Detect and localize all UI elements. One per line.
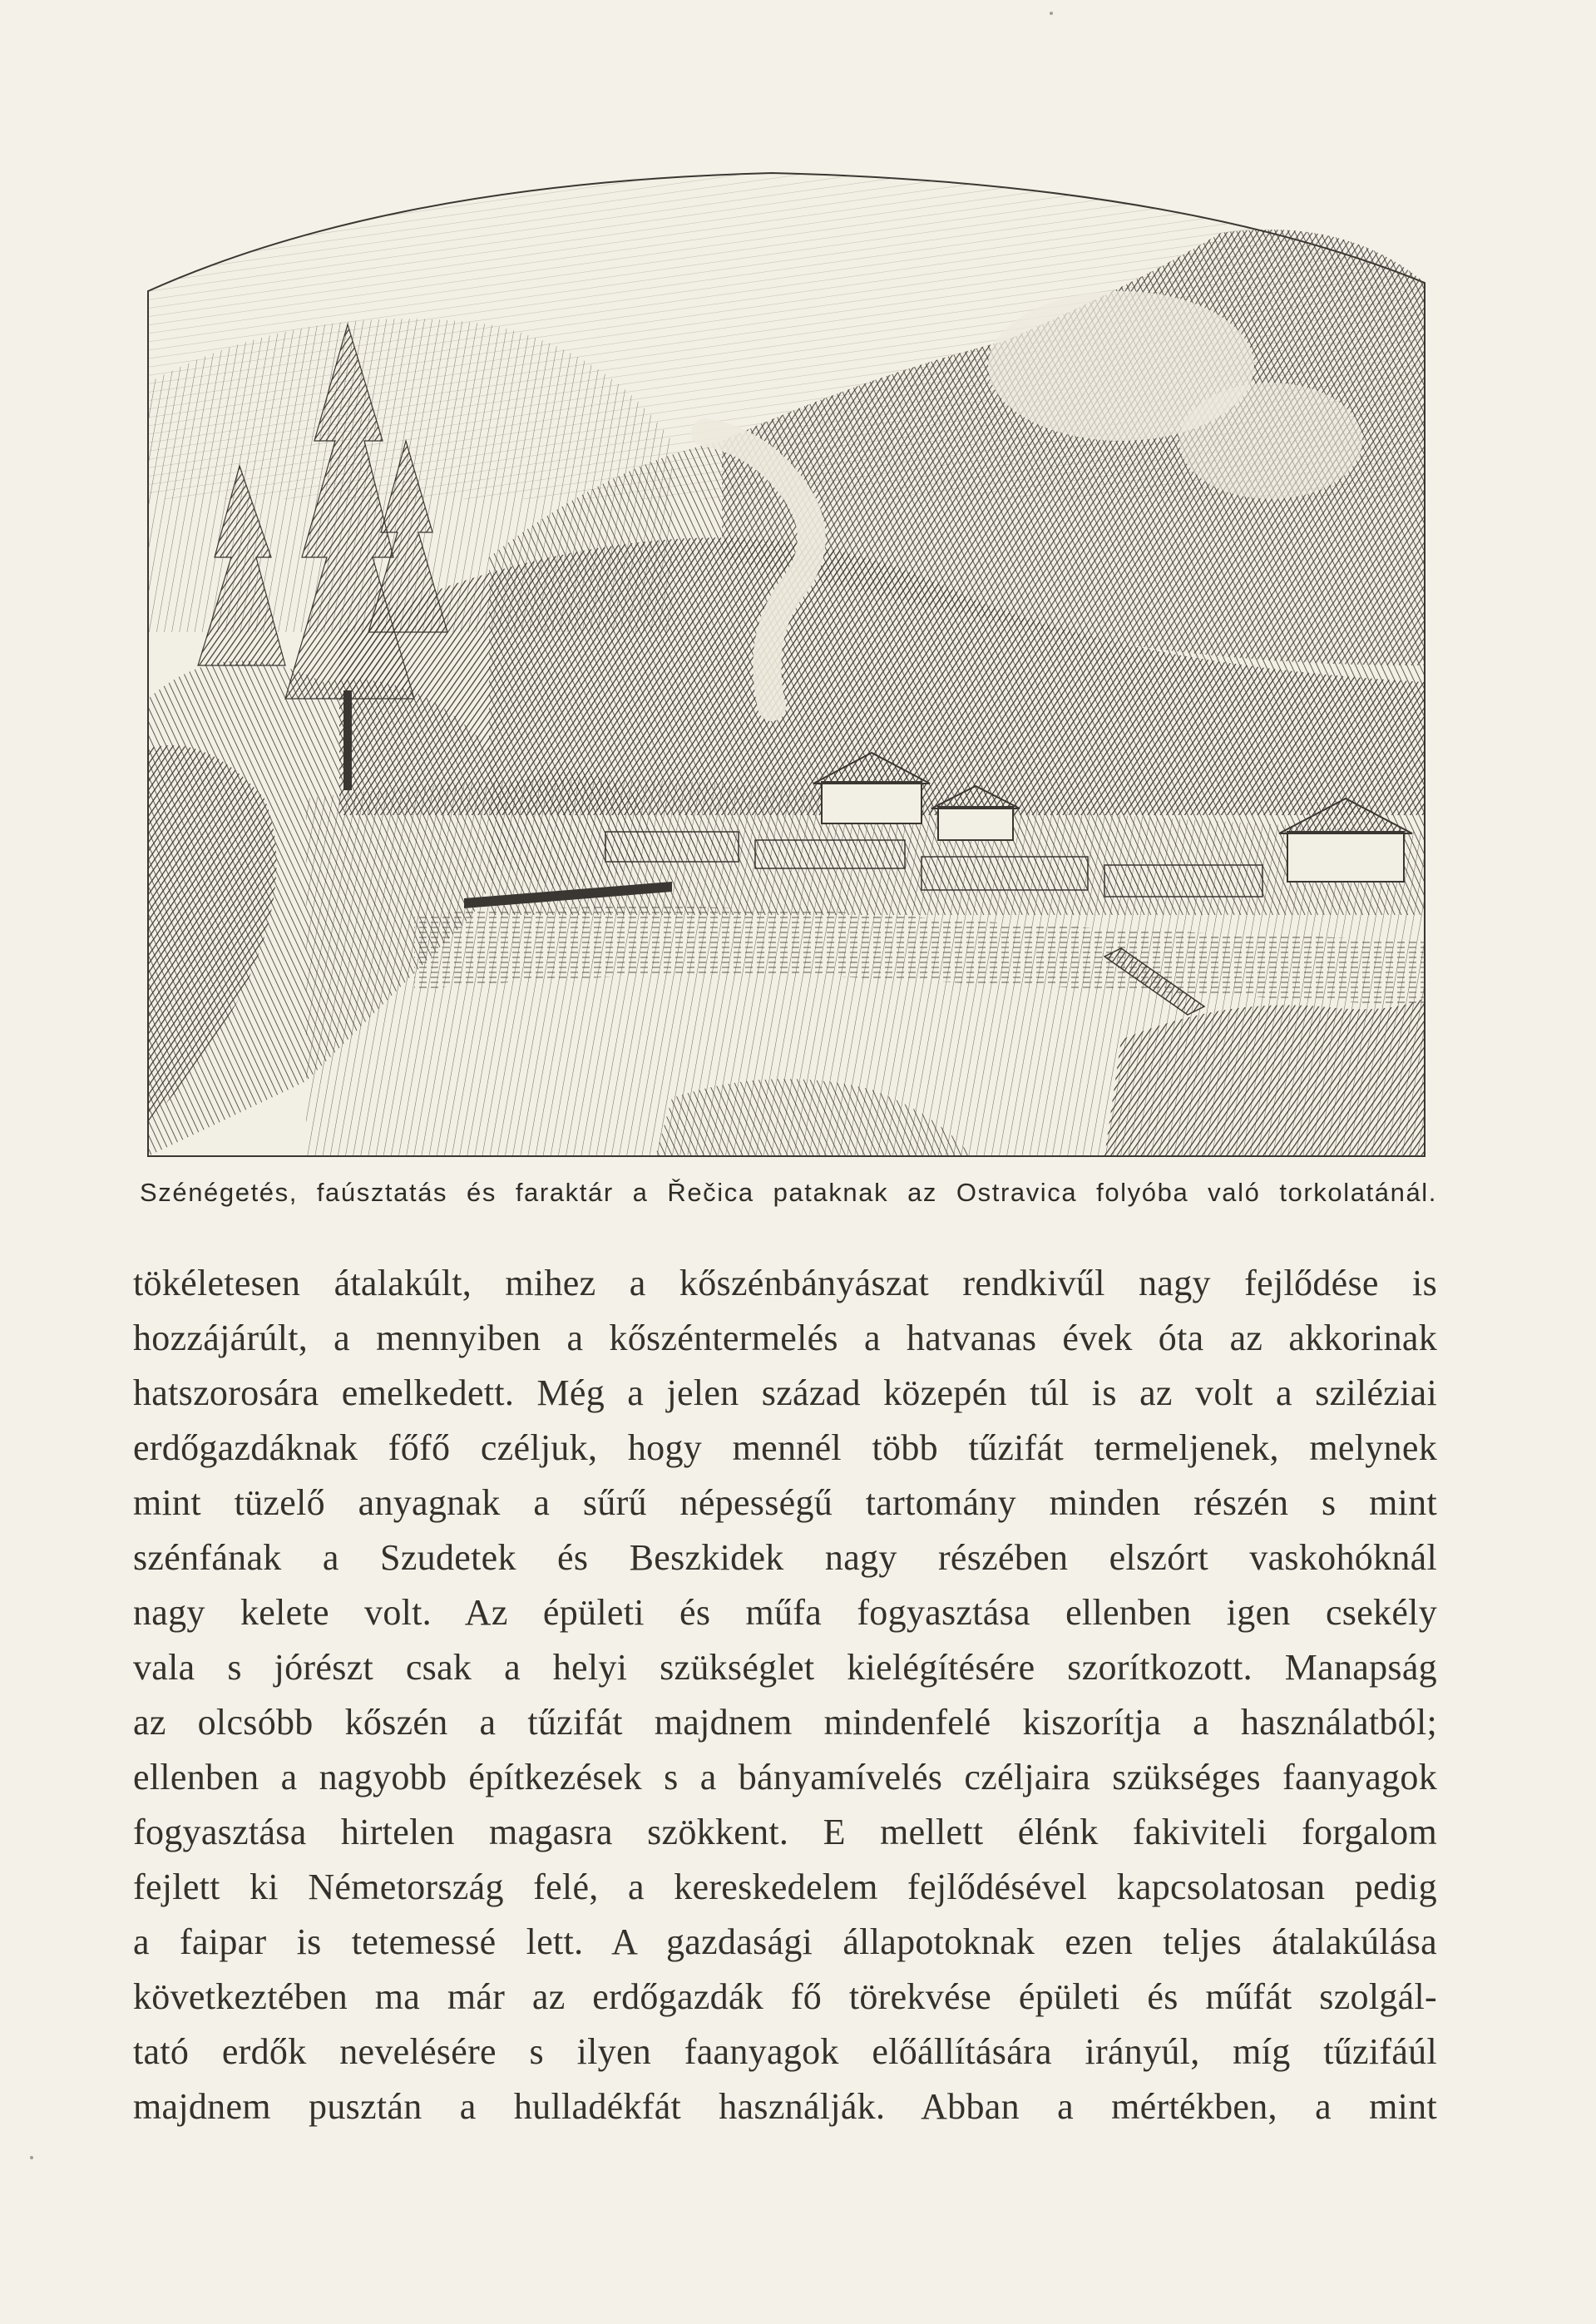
text-line: fejlett ki Németország felé, a kereskedelem fejlődésével kapcsolatosan pedig (133, 1867, 1437, 1907)
text-line: tökéletesen átalakúlt, mihez a kőszénbányászat rendkivűl nagy fejlődése is (133, 1263, 1437, 1303)
text-line: hozzájárúlt, a mennyiben a kőszéntermelés a hatvanas évek óta az akkorinak (133, 1318, 1437, 1358)
text-line: vala s jórészt csak a helyi szükséglet kielégítésére szorítkozott. Manapság (133, 1647, 1437, 1688)
text-line: majdnem pusztán a hulladékfát használják. Abban a mértékben, a mint (133, 2086, 1437, 2127)
text-line: hatszorosára emelkedett. Még a jelen század közepén túl is az volt a sziléziai (133, 1372, 1437, 1413)
paper-speck (30, 2156, 33, 2159)
illustration-caption: Szénégetés, faúsztatás és faraktár a Řečica pataknak az Ostravica folyóba való torkolatánál. (140, 1178, 1437, 1207)
text-line: ellenben a nagyobb építkezések s a bányamívelés czéljaira szükséges faanyagok (133, 1757, 1437, 1797)
text-line: erdőgazdáknak főfő czéljuk, hogy mennél több tűzifát termeljenek, melynek (133, 1427, 1437, 1468)
text-line: az olcsóbb kőszén a tűzifát majdnem mindenfelé kiszorítja a használatból; (133, 1702, 1437, 1743)
text-line: fogyasztása hirtelen magasra szökkent. E mellett élénk fakiviteli forgalom (133, 1812, 1437, 1852)
landscape-engraving (140, 166, 1430, 1164)
body-text (133, 1256, 1437, 2134)
text-line: a faipar is tetemessé lett. A gazdasági állapotoknak ezen teljes átalakúlása (133, 1921, 1437, 1962)
text-line: szénfának a Szudetek és Beszkidek nagy részében elszórt vaskohóknál (133, 1537, 1437, 1578)
text-line: nagy kelete volt. Az épületi és műfa fogyasztása ellenben igen csekély (133, 1592, 1437, 1633)
text-line: mint tüzelő anyagnak a sűrű népességű tartomány minden részén s mint (133, 1482, 1437, 1523)
engraving-illustration (140, 166, 1430, 1164)
paper-speck (1050, 12, 1053, 15)
text-line: következtében ma már az erdőgazdák fő törekvése épületi és műfát szolgál- (133, 1976, 1437, 2017)
text-line: tató erdők nevelésére s ilyen faanyagok előállítására irányúl, míg tűzifáúl (133, 2031, 1437, 2072)
